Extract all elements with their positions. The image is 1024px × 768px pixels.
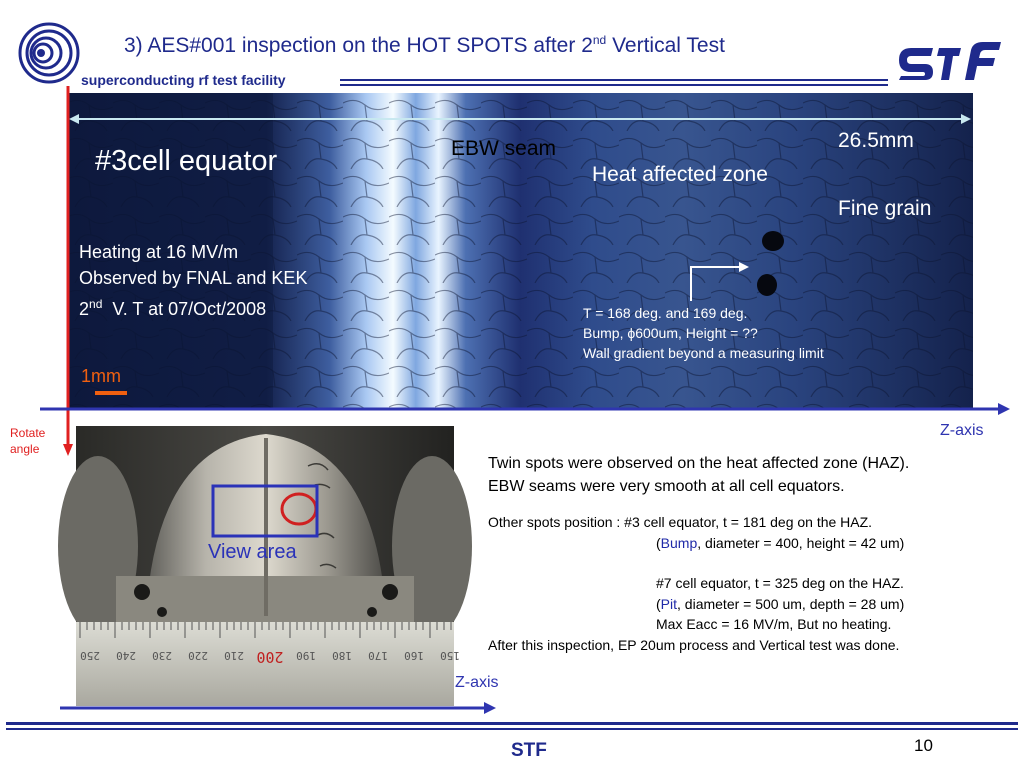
footer-rule-top: [6, 722, 1018, 725]
heating-info: [79, 239, 307, 322]
z-axis-label-top: Z-axis: [940, 422, 984, 439]
ruler-number: 220: [188, 649, 208, 662]
ruler-number: 230: [152, 649, 172, 662]
stf-logo: [895, 36, 1005, 88]
ruler-number: 160: [404, 649, 424, 662]
footer-brand: STF: [511, 740, 547, 761]
weld-micrograph: [67, 93, 973, 409]
footer-rule-bottom: [6, 728, 1018, 730]
equator-label: #3cell equator: [95, 145, 278, 177]
note-ebw-seams: EBW seams were very smooth at all cell equators.: [488, 478, 845, 495]
header-rule-top: [340, 79, 888, 81]
note-twin-spots: Twin spots were observed on the heat affected zone (HAZ).: [488, 455, 910, 472]
page-number: 10: [914, 736, 933, 755]
note-other-spots: Other spots position : #3 cell equator, t = 181 deg on the HAZ.: [488, 514, 873, 530]
ruler-number: 210: [224, 649, 244, 662]
slide-title: 3) AES#001 inspection on the HOT SPOTS after 2nd Vertical Test: [124, 33, 725, 57]
vt-line: 2nd V. T at 07/Oct/2008: [79, 297, 267, 319]
rotate-angle-label: Rotate angle: [10, 426, 46, 456]
note-max-eacc: Max Eacc = 16 MV/m, But no heating.: [656, 616, 892, 632]
note-pit: (Pit, diameter = 500 um, depth = 28 um): [656, 595, 905, 612]
scale-label: 1mm: [81, 366, 121, 386]
heating-line-2: Observed by FNAL and KEK: [79, 268, 308, 288]
ruler-number: 240: [116, 649, 136, 662]
fine-grain-label: Fine grain: [838, 197, 932, 220]
note-line-1: T = 168 deg. and 169 deg.: [583, 305, 748, 321]
header-rule-bottom: [340, 84, 888, 86]
facility-logo: [18, 22, 80, 84]
note-line-2: Bump, ϕ600um, Height = ??: [583, 325, 758, 341]
ruler-number: 190: [296, 649, 316, 662]
ruler-number: 180: [332, 649, 352, 662]
note-cell7: #7 cell equator, t = 325 deg on the HAZ.: [656, 575, 904, 591]
note-line-3: Wall gradient beyond a measuring limit: [583, 345, 824, 361]
inspection-notes: [488, 452, 1018, 655]
haz-label: Heat affected zone: [592, 163, 768, 186]
ruler-number: 150: [440, 649, 460, 662]
cavity-photo: [76, 426, 460, 706]
slide-subtitle: superconducting rf test facility: [81, 72, 286, 88]
ruler-number: 250: [80, 649, 100, 662]
width-label: 26.5mm: [838, 129, 914, 152]
hotspot-note: [583, 303, 824, 363]
note-bump: (Bump, diameter = 400, height = 42 um): [656, 534, 905, 551]
ruler-number: 200: [256, 648, 284, 666]
z-axis-label-bottom: Z-axis: [455, 674, 499, 691]
heating-line-1: Heating at 16 MV/m: [79, 242, 239, 262]
ruler-number: 170: [368, 649, 388, 662]
note-after-inspection: After this inspection, EP 20um process and Vertical test was done.: [488, 636, 900, 653]
view-area-label: View area: [208, 541, 297, 563]
ebw-seam-label: EBW seam: [451, 137, 557, 160]
